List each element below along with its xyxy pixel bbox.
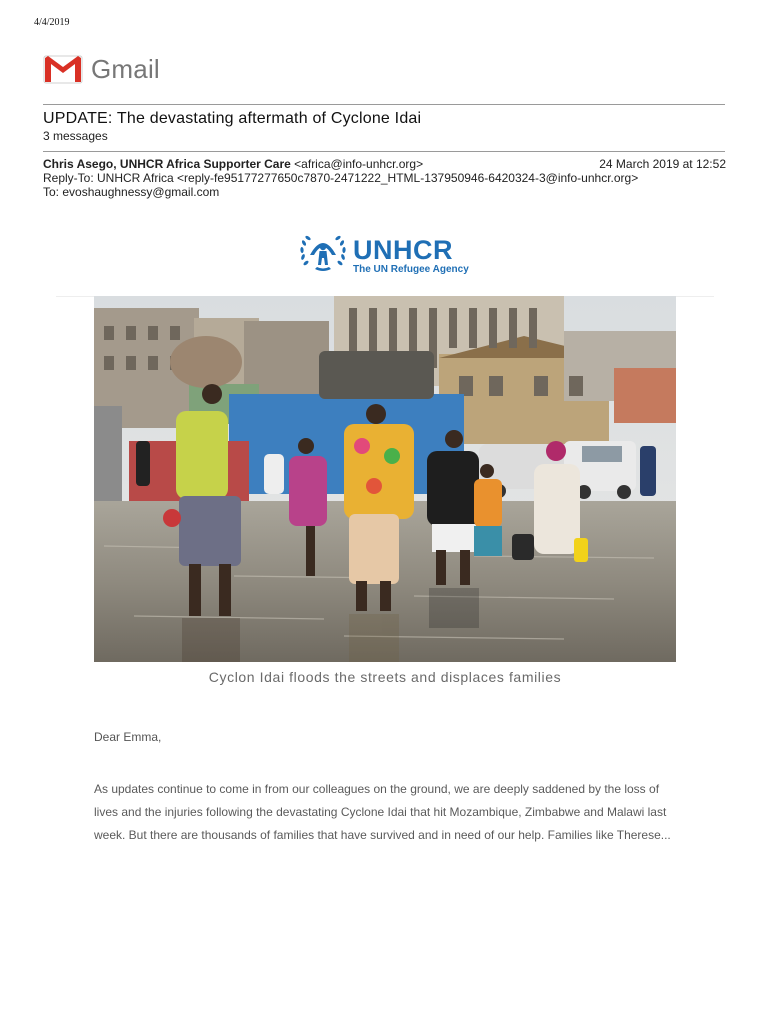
unhcr-tagline: The UN Refugee Agency: [353, 263, 469, 275]
header-divider-bottom: [43, 151, 725, 152]
unhcr-wordmark: UNHCR: [353, 234, 453, 265]
hero-photo: [94, 296, 676, 662]
header-divider-top: [43, 104, 725, 105]
email-subject: UPDATE: The devastating aftermath of Cyclone Idai: [43, 110, 422, 127]
print-date: 4/4/2019: [34, 17, 70, 28]
gmail-wordmark: Gmail: [91, 54, 160, 84]
unhcr-logo[interactable]: [298, 233, 469, 278]
to-line: To: evoshaughnessy@gmail.com: [43, 185, 220, 199]
unhcr-laurel-icon: [298, 233, 348, 278]
sender-email[interactable]: <africa@info-unhcr.org>: [294, 157, 424, 171]
greeting: Dear Emma,: [94, 730, 162, 744]
gmail-logo[interactable]: [43, 54, 160, 85]
hero-caption: Cyclon Idai floods the streets and displaces families: [208, 669, 562, 685]
gmail-envelope-icon: [43, 55, 83, 84]
email-date: 24 March 2019 at 12:52: [599, 157, 726, 171]
reply-to-line: Reply-To: UNHCR Africa <reply-fe95177277650c7870-2471222_HTML-137950946-6420324-3@info-unhcr.org>: [43, 171, 639, 185]
message-count: 3 messages: [43, 129, 108, 143]
sender-line: [43, 157, 423, 171]
body-paragraph: As updates continue to come in from our colleagues on the ground, we are deeply saddened by the loss of lives and the injuries following the devastating Cyclone Idai that hit Mozambique, Zimbabwe and Malawi last week. But there are thousands of families that have survived and in need of our help. Families like Therese...: [94, 782, 671, 842]
sender-name: Chris Asego, UNHCR Africa Supporter Care: [43, 157, 291, 171]
